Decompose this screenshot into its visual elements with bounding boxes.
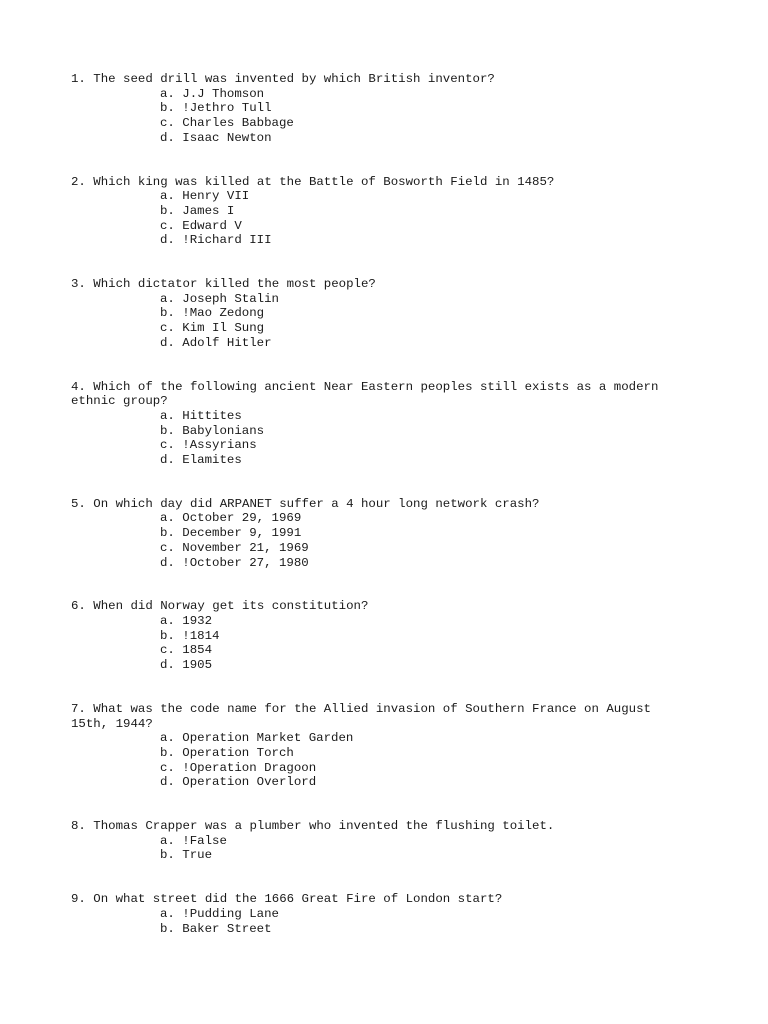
question (71, 175, 691, 249)
question-text: 8. Thomas Crapper was a plumber who invented the flushing toilet. (71, 819, 555, 834)
question (71, 380, 691, 468)
answer-option: d. Adolf Hitler (160, 335, 272, 350)
answer-option: b. !1814 (160, 628, 220, 643)
answer-option: c. Kim Il Sung (160, 321, 265, 336)
option-list (71, 189, 691, 248)
question-text: 4. Which of the following ancient Near Eastern peoples still exists as a modern ethnic group? (71, 379, 666, 409)
question-text: 2. Which king was killed at the Battle of Bosworth Field in 1485? (71, 174, 555, 189)
question-text: 6. When did Norway get its constitution? (71, 599, 369, 614)
answer-option: a. Operation Market Garden (160, 731, 354, 746)
answer-option: a. Joseph Stalin (160, 291, 279, 306)
answer-option: a. October 29, 1969 (160, 511, 302, 526)
option-list (71, 614, 691, 673)
option-list (71, 834, 691, 863)
answer-option: d. 1905 (160, 658, 213, 673)
answer-option: b. December 9, 1991 (160, 526, 302, 541)
option-list (71, 409, 691, 468)
answer-option: d. Operation Overlord (160, 775, 317, 790)
question (71, 819, 691, 863)
question (71, 599, 691, 673)
question-text: 1. The seed drill was invented by which British inventor? (71, 72, 495, 86)
quiz-document (71, 72, 691, 965)
answer-option: c. Charles Babbage (160, 116, 294, 131)
question-text: 9. On what street did the 1666 Great Fire of London start? (71, 892, 503, 907)
question-text: 3. Which dictator killed the most people? (71, 277, 376, 292)
answer-option: c. !Assyrians (160, 438, 257, 453)
answer-option: d. !October 27, 1980 (160, 555, 309, 570)
answer-option: b. Operation Torch (160, 745, 294, 760)
answer-option: b. James I (160, 203, 235, 218)
option-list (71, 511, 691, 570)
answer-option: b. !Jethro Tull (160, 101, 272, 116)
answer-option: a. Hittites (160, 408, 242, 423)
option-list (71, 292, 691, 351)
answer-option: c. !Operation Dragoon (160, 760, 317, 775)
answer-option: c. Edward V (160, 218, 242, 233)
answer-option: a. Henry VII (160, 189, 250, 204)
answer-option: a. !Pudding Lane (160, 906, 279, 921)
option-list (71, 87, 691, 146)
answer-option: c. November 21, 1969 (160, 540, 309, 555)
answer-option: d. !Richard III (160, 233, 272, 248)
question (71, 702, 691, 790)
answer-option: b. Babylonians (160, 423, 265, 438)
answer-option: d. Elamites (160, 453, 242, 468)
question (71, 277, 691, 351)
answer-option: b. Baker Street (160, 921, 272, 936)
question (71, 72, 691, 146)
answer-option: d. Isaac Newton (160, 130, 272, 145)
option-list (71, 907, 691, 936)
answer-option: a. J.J Thomson (160, 86, 265, 101)
option-list (71, 731, 691, 790)
question (71, 497, 691, 571)
answer-option: b. True (160, 848, 213, 863)
question (71, 892, 691, 936)
answer-option: c. 1854 (160, 643, 213, 658)
answer-option: b. !Mao Zedong (160, 306, 265, 321)
question-text: 5. On which day did ARPANET suffer a 4 hour long network crash? (71, 496, 540, 511)
question-text: 7. What was the code name for the Allied invasion of Southern France on August 15th, 1944? (71, 701, 659, 731)
answer-option: a. 1932 (160, 613, 213, 628)
answer-option: a. !False (160, 833, 227, 848)
